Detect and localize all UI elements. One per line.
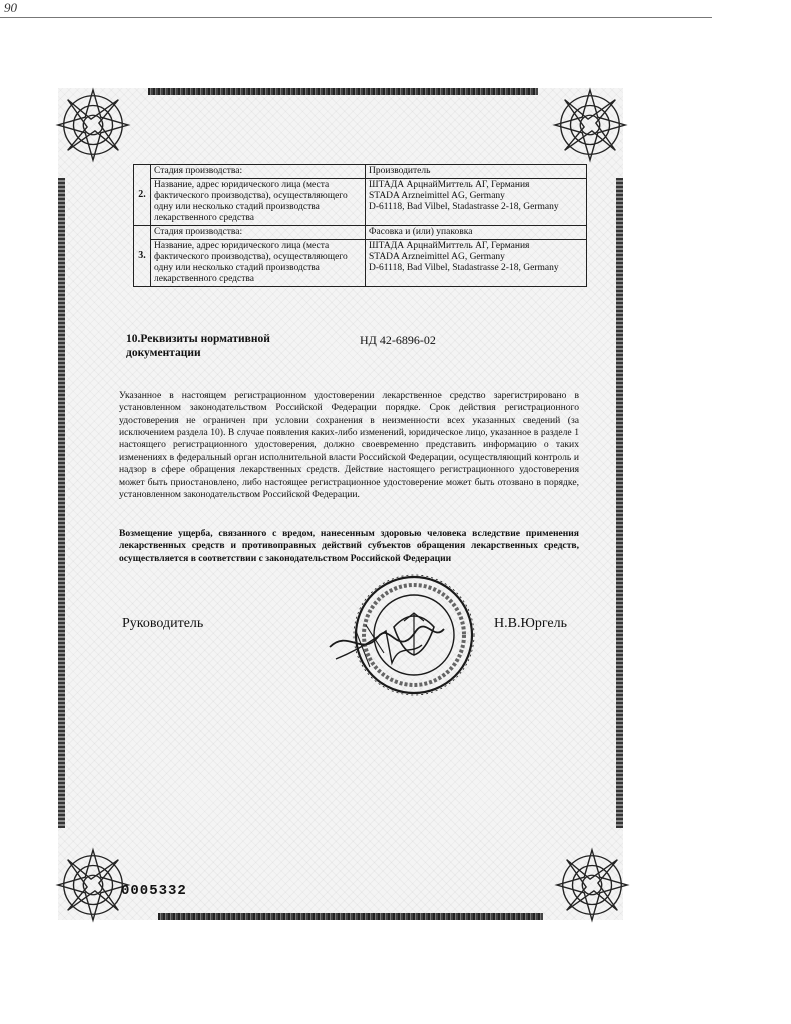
corner-rosette-icon bbox=[553, 846, 631, 924]
stage-value: Производитель bbox=[366, 165, 587, 179]
entity-label: Название, адрес юридического лица (места фактического производства), осуществляющего одну или несколько стадий производства лекарственного средства bbox=[151, 179, 366, 226]
entity-address: ШТАДА АрцнайМиттель АГ, Германия STADA Arzneimittel AG, Germany D-61118, Bad Vilbel, Stadastrasse 2-18, Germany bbox=[366, 179, 587, 226]
table-row bbox=[134, 226, 587, 240]
corner-rosette-icon bbox=[54, 86, 132, 164]
requisites-label: 10.Реквизиты нормативной документации bbox=[126, 333, 270, 359]
stage-value: Фасовка и (или) упаковка bbox=[366, 226, 587, 240]
guilloche-border-bottom bbox=[158, 913, 543, 920]
corner-rosette-icon bbox=[551, 86, 629, 164]
stage-label: Стадия производства: bbox=[151, 226, 366, 240]
entity-label: Название, адрес юридического лица (места фактического производства), осуществляющего одну или несколько стадий производства лекарственного средства bbox=[151, 240, 366, 287]
scan-top-rule bbox=[0, 17, 712, 18]
entity-address: ШТАДА АрцнайМиттель АГ, Германия STADA Arzneimittel AG, Germany D-61118, Bad Vilbel, Stadastrasse 2-18, Germany bbox=[366, 240, 587, 287]
official-seal-icon bbox=[326, 571, 476, 701]
serial-number: 0005332 bbox=[121, 883, 187, 899]
signatory-name: Н.В.Юргель bbox=[494, 616, 567, 631]
registration-notice: Указанное в настоящем регистрационном удостоверении лекарственное средство зарегистрировано в установленном законодательством Российской Федерации порядке. Срок действия регистрационного удостоверения не ограничен при условии сохранения в неизменности всех указанных сведений (за исключением раздела 10). В случае появления каких-либо изменений, юридическое лицо, указанное в разделе 1 настоящего регистрационного удостоверения, должно своевременно представить информацию о таких изменениях в федеральный орган исполнительной власти Российской Федерации, осуществляющий контроль и надзор в сфере обращения лекарственных средств. Действие настоящего регистрационного удостоверения может быть приостановлено, либо настоящее регистрационное удостоверение может быть отозвано в порядке, установленном законодательством Российской Федерации. bbox=[119, 389, 579, 501]
table-row bbox=[134, 179, 587, 226]
table-row bbox=[134, 165, 587, 179]
guilloche-border-top bbox=[148, 88, 538, 95]
row-number: 2. bbox=[134, 165, 151, 226]
scan-mark: 90 bbox=[4, 0, 17, 15]
requisites-value: НД 42-6896-02 bbox=[360, 333, 436, 347]
production-table bbox=[133, 164, 587, 287]
table-row bbox=[134, 240, 587, 287]
row-number: 3. bbox=[134, 226, 151, 287]
damage-notice: Возмещение ущерба, связанного с вредом, нанесенным здоровью человека вследствие применения лекарственных средств и противоправных действий субъектов обращения лекарственных средств, осуществляется в соответствии с законодательством Российской Федерации bbox=[119, 527, 579, 564]
signatory-title: Руководитель bbox=[122, 616, 204, 631]
guilloche-border-left bbox=[58, 178, 65, 828]
certificate-sheet bbox=[58, 88, 623, 920]
guilloche-border-right bbox=[616, 178, 623, 828]
stage-label: Стадия производства: bbox=[151, 165, 366, 179]
